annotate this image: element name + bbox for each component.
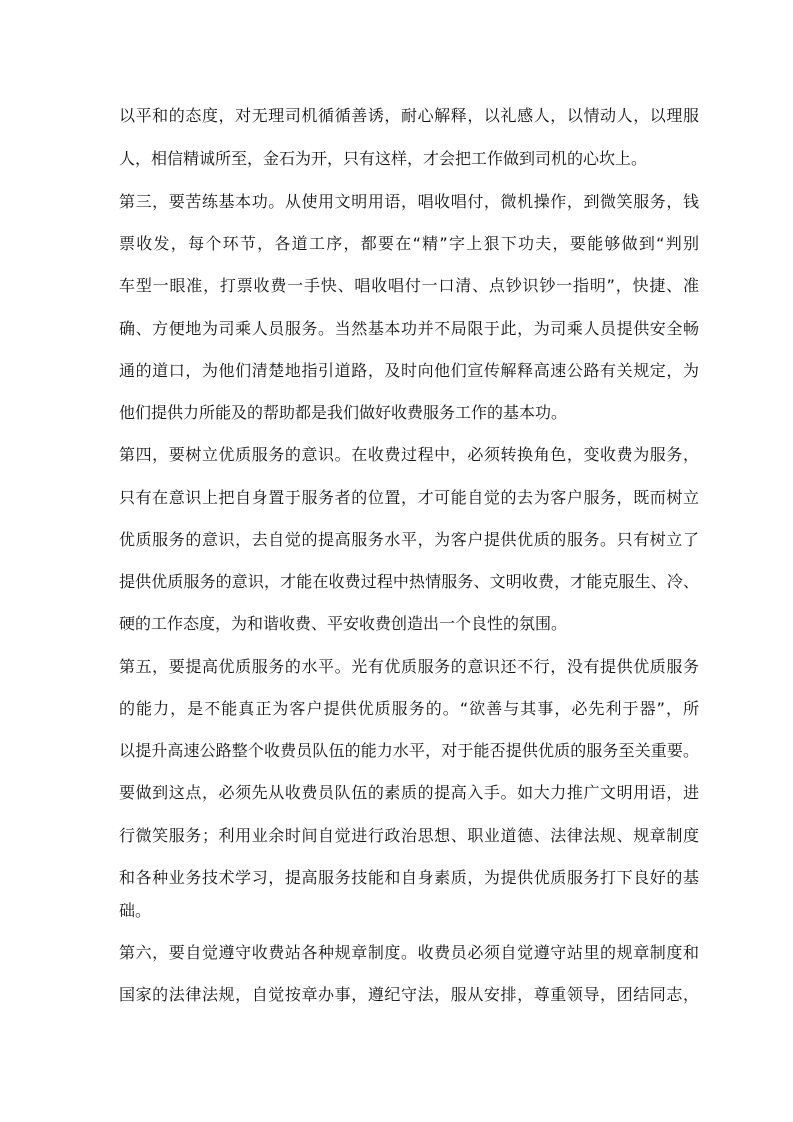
text-line: 和各种业务技术学习，提高服务技能和自身素质，为提供优质服务打下良好的基 <box>119 868 699 887</box>
text-line: 票收发，每个环节，各道工序，都要在“精”字上狠下功夫，要能够做到“判别 <box>119 234 699 253</box>
text-line: 第三，要苦练基本功。从使用文明用语，唱收唱付，微机操作，到微笑服务，钱 <box>119 192 699 211</box>
text-line: 人，相信精诚所至，金石为开，只有这样，才会把工作做到司机的心坎上。 <box>119 149 648 168</box>
text-line: 硬的工作态度，为和谐收费、平安收费创造出一个良性的氛围。 <box>119 614 568 633</box>
text-line: 第四，要树立优质服务的意识。在收费过程中，必须转换角色，变收费为服务， <box>119 445 699 464</box>
text-line: 优质服务的意识，去自觉的提高服务水平，为客户提供优质的服务。只有树立了 <box>119 530 699 549</box>
text-line: 国家的法律法规，自觉按章办事，遵纪守法，服从安排，尊重领导，团结同志， <box>119 985 699 1004</box>
text-line: 第五，要提高优质服务的水平。光有优质服务的意识还不行，没有提供优质服务 <box>119 657 699 676</box>
text-line: 以平和的态度，对无理司机循循善诱，耐心解释，以礼感人，以情动人，以理服 <box>119 106 699 125</box>
text-line: 行微笑服务；利用业余时间自觉进行政治思想、职业道德、法律法规、规章制度 <box>119 826 699 845</box>
text-line: 以提升高速公路整个收费员队伍的能力水平，对于能否提供优质的服务至关重要。 <box>119 741 699 760</box>
text-line: 的能力，是不能真正为客户提供优质服务的。“欲善与其事，必先利于器”，所 <box>119 699 699 718</box>
text-line: 要做到这点，必须先从收费员队伍的素质的提高入手。如大力推广文明用语，进 <box>119 783 699 802</box>
text-line: 通的道口，为他们清楚地指引道路，及时向他们宣传解释高速公路有关规定，为 <box>119 361 699 380</box>
text-line: 础。 <box>119 901 152 920</box>
text-line: 他们提供力所能及的帮助都是我们做好收费服务工作的基本功。 <box>119 403 568 422</box>
text-line: 只有在意识上把自身置于服务者的位置，才可能自觉的去为客户服务，既而树立 <box>119 488 699 507</box>
text-line: 车型一眼准，打票收费一手快、唱收唱付一口清、点钞识钞一指明”，快捷、准 <box>119 276 699 295</box>
text-line: 确、方便地为司乘人员服务。当然基本功并不局限于此，为司乘人员提供安全畅 <box>119 319 699 338</box>
text-line: 第六，要自觉遵守收费站各种规章制度。收费员必须自觉遵守站里的规章制度和 <box>119 943 699 962</box>
text-line: 提供优质服务的意识，才能在收费过程中热情服务、文明收费，才能克服生、冷、 <box>119 572 699 591</box>
